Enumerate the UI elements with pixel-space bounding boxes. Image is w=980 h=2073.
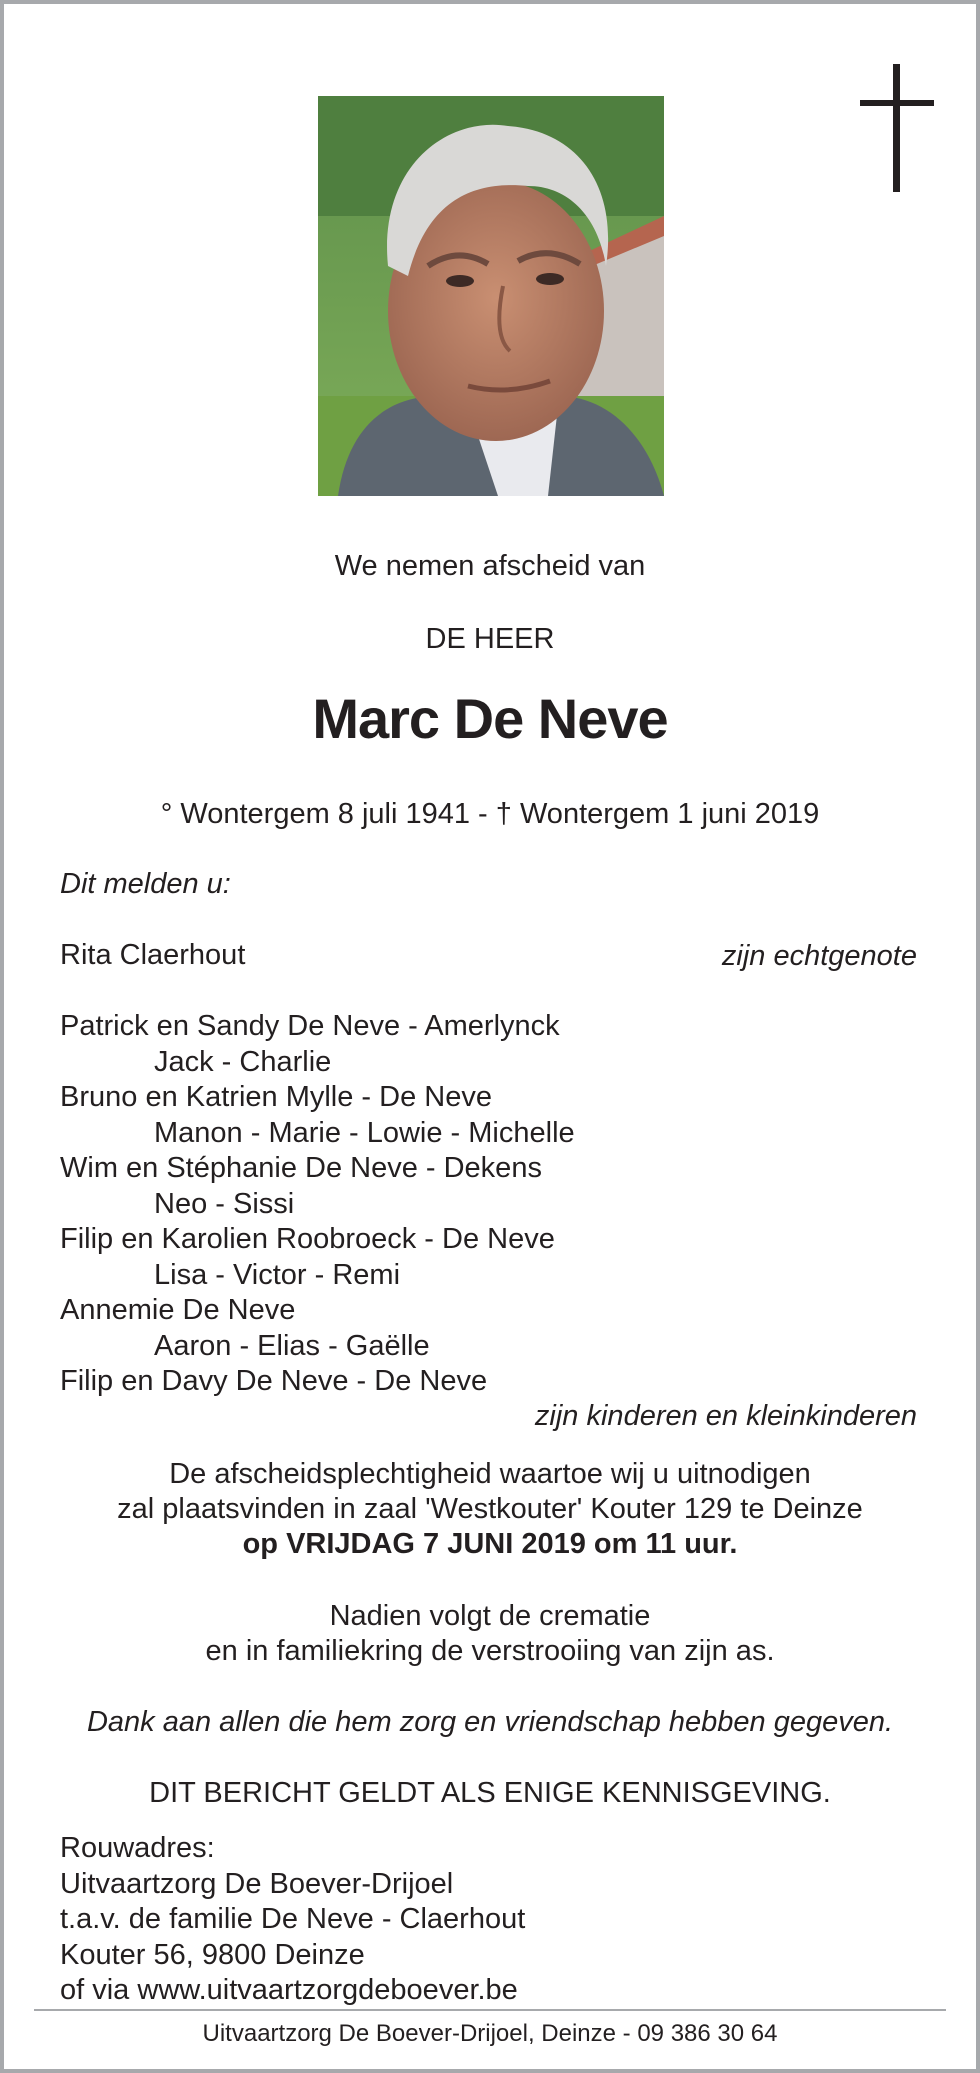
ceremony-line-2: zal plaatsvinden in zaal 'Westkouter' Kouter 129 te Deinze (117, 1493, 863, 1525)
announce-text: Dit melden u: (60, 868, 231, 900)
grandchildren-line: Jack - Charlie (154, 1045, 332, 1078)
salutation: DE HEER (425, 623, 555, 655)
portrait-image (318, 96, 664, 496)
deceased-name: Marc De Neve (312, 687, 668, 750)
cross-icon (860, 64, 934, 192)
cremation-line-2: en in familiekring de verstrooiing van zijn as. (205, 1635, 775, 1667)
notice-text: DIT BERICHT GELDT ALS ENIGE KENNISGEVING. (149, 1777, 831, 1809)
grandchildren-line: Manon - Marie - Lowie - Michelle (154, 1116, 575, 1149)
birth-death-dates: ° Wontergem 8 juli 1941 - † Wontergem 1 juni 2019 (160, 798, 820, 830)
family-line: Filip en Davy De Neve - De Neve (60, 1365, 488, 1397)
family-line: Filip en Karolien Roobroeck - De Neve (60, 1223, 555, 1255)
footer-divider (34, 2009, 946, 2011)
address-line: Kouter 56, 9800 Deinze (60, 1938, 365, 1971)
address-line: Uitvaartzorg De Boever-Drijoel (60, 1867, 454, 1900)
spouse-name: Rita Claerhout (60, 939, 246, 971)
spouse-relation: zijn echtgenote (721, 940, 917, 972)
grandchildren-line: Lisa - Victor - Remi (154, 1258, 401, 1291)
family-list (60, 1009, 575, 1400)
mourning-address (60, 1831, 525, 2009)
address-line: t.a.v. de familie De Neve - Claerhout (60, 1903, 526, 1935)
footer-text: Uitvaartzorg De Boever-Drijoel, Deinze - 09 386 30 64 (202, 2020, 778, 2047)
cremation-line-1: Nadien volgt de crematie (329, 1600, 651, 1632)
address-website: of via www.uitvaartzorgdeboever.be (60, 1974, 518, 2006)
portrait-photo (318, 96, 664, 496)
family-line: Wim en Stéphanie De Neve - Dekens (60, 1152, 542, 1184)
family-line: Bruno en Katrien Mylle - De Neve (60, 1081, 492, 1113)
family-line: Annemie De Neve (60, 1294, 296, 1326)
intro-text: We nemen afscheid van (334, 550, 646, 582)
family-line: Patrick en Sandy De Neve - Amerlynck (60, 1010, 560, 1042)
grandchildren-line: Neo - Sissi (154, 1187, 295, 1220)
family-relation: zijn kinderen en kleinkinderen (534, 1400, 917, 1432)
ceremony-line-1: De afscheidsplechtigheid waartoe wij u uitnodigen (169, 1458, 811, 1490)
grandchildren-line: Aaron - Elias - Gaëlle (154, 1329, 430, 1362)
ceremony-date: op VRIJDAG 7 JUNI 2019 om 11 uur. (242, 1528, 738, 1560)
thanks-text: Dank aan allen die hem zorg en vriendschap hebben gegeven. (86, 1706, 894, 1738)
address-label: Rouwadres: (60, 1832, 215, 1864)
